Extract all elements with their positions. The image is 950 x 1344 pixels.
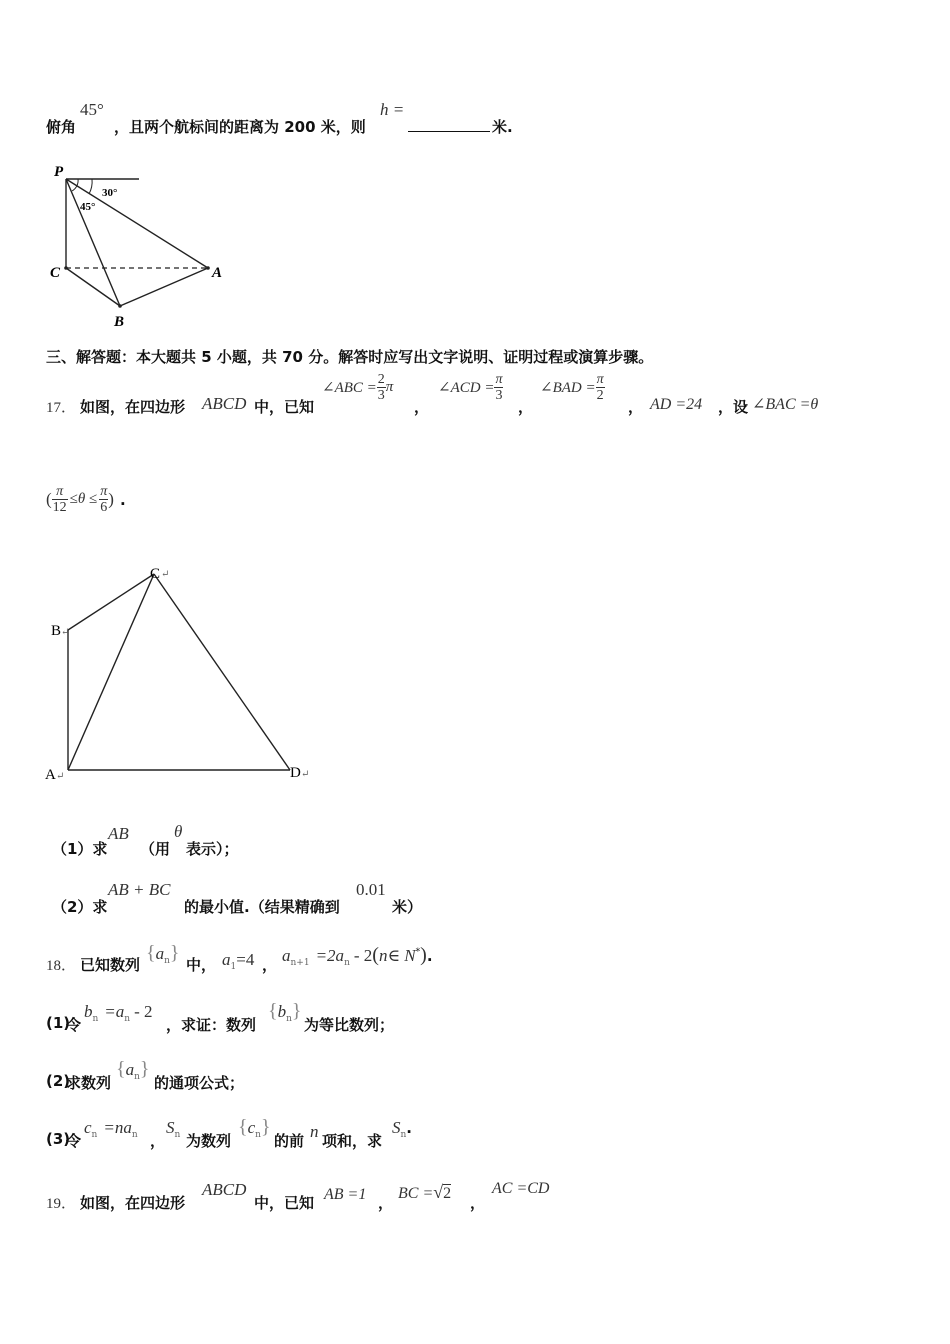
answer-blank	[408, 117, 490, 132]
q18-line: 18． 已知数列 $\{a_n\}$ 中， $a_1=4$ ， $a_{n+1} =2a_n$ - 2(n∈ N*).	[46, 942, 433, 974]
label-c: C	[50, 265, 61, 281]
label-b: B	[114, 314, 125, 330]
q17-bac: ∠BAC =θ	[752, 396, 819, 413]
q17-text-1: 如图，在四边形	[80, 398, 186, 416]
q17-angle-acd: ∠ACD = $\frac{\pi}{3}$	[438, 372, 503, 403]
figure-1-diagram	[40, 158, 240, 333]
top-angle: 45°	[80, 100, 104, 119]
q17-ad: AD =24	[650, 396, 703, 413]
q17-line: 17． 如图，在四边形 ABCD 中，已知 ∠ABC = $\frac{2}{3}$ π ， ∠ACD = $\frac{\pi}{3}$ ， ∠BAD = $\frac{\pi}{2}$ ， AD =24 ，设 ∠BAC =θ	[46, 372, 819, 416]
q17-angle-bad: ∠BAD = $\frac{\pi}{2}$	[540, 372, 604, 403]
top-suffix: 米.	[492, 118, 513, 136]
q17-number: 17．	[46, 400, 77, 416]
label-a: A	[45, 767, 56, 783]
q19-line: 19． 如图，在四边形 ABCD 中，已知 AB =1 ， BC =√2 ， AC =CD	[46, 1180, 550, 1212]
label-30: 30°	[102, 187, 118, 199]
label-45: 45°	[80, 201, 96, 213]
h-label: h =	[380, 100, 405, 119]
svg-text:↵: ↵	[161, 569, 170, 580]
point-b	[118, 304, 122, 308]
label-a: A	[212, 265, 223, 281]
q17-abcd: ABCD	[202, 394, 247, 413]
point-c	[64, 266, 68, 270]
q19-bc: BC =√2	[398, 1182, 452, 1202]
arc-30	[89, 179, 92, 194]
segment-ac	[68, 574, 154, 770]
top-prefix: 俯角	[46, 118, 77, 136]
svg-text:↵: ↵	[61, 627, 70, 638]
top-mid: ，且两个航标间的距离为 200 米，则	[114, 118, 366, 136]
q18-seq-an: $\{a_n\}$	[146, 942, 180, 966]
segment-pa	[66, 179, 208, 268]
q18-a1: $a_1=4$	[222, 950, 255, 972]
label-c: C	[150, 566, 161, 582]
q17-range: ( $\frac{\pi}{12}$ ≤θ ≤ $\frac{\pi}{6}$ ) .	[46, 484, 126, 515]
section-3-heading: 三、解答题：本大题共 5 小题，共 70 分。解答时应写出文字说明、证明过程或演算步骤。	[46, 348, 654, 366]
label-p: P	[54, 164, 64, 180]
label-b: B	[51, 623, 62, 639]
svg-text:↵: ↵	[301, 769, 310, 780]
segment-cd	[154, 574, 290, 770]
q18-part-3: (3) 令 $c_n =na_n$ ， $S_n$ 为数列 $\{c_n\}$ 的前 n 项和，求 $S_n$.	[46, 1116, 412, 1150]
q18-recurrence: $a_{n+1} =2a_n$ - 2(n∈ N*).	[282, 944, 433, 968]
svg-text:↵: ↵	[56, 771, 65, 782]
figure-2-quadrilateral	[40, 560, 320, 785]
q18-part-1: (1) 令 $b_n =a_n - 2$ ，求证：数列 $\{b_n\}$ 为等比数列；	[46, 1000, 395, 1034]
segment-ba	[120, 268, 208, 306]
label-d: D	[290, 765, 301, 781]
q17-text-2: 中，已知	[254, 398, 315, 416]
q18-part-2: (2) 求数列 $\{a_n\}$ 的通项公式；	[46, 1058, 245, 1092]
point-a	[206, 266, 210, 270]
q17-angle-abc: ∠ABC = $\frac{2}{3}$ π	[322, 372, 394, 403]
